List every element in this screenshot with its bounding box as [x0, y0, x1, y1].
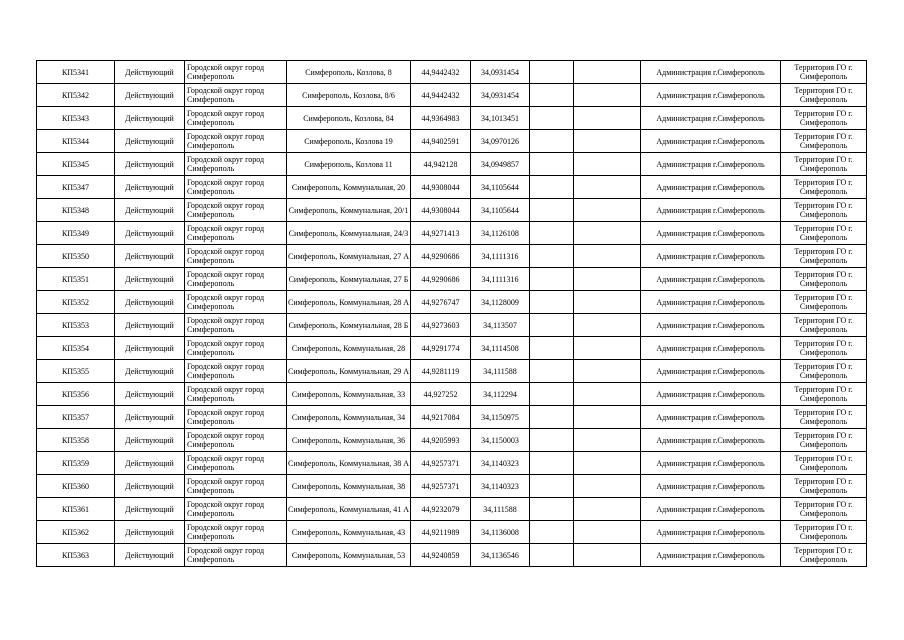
empty-cell-b-cell [574, 429, 641, 452]
empty-cell-b-cell [574, 314, 641, 337]
region-cell: Городской округ город Симферополь [185, 153, 287, 176]
region-cell: Городской округ город Симферополь [185, 130, 287, 153]
empty-cell-b-cell [574, 337, 641, 360]
latitude-cell: 44,9257371 [411, 452, 471, 475]
latitude-cell: 44,9240859 [411, 544, 471, 567]
region-cell: Городской округ город Симферополь [185, 222, 287, 245]
empty-cell-a-cell [530, 314, 574, 337]
administration-cell: Администрация г.Симферополь [641, 337, 781, 360]
table-row [37, 176, 867, 199]
point-code-cell: КП5354 [37, 337, 115, 360]
address-cell: Симферополь, Коммунальная, 29 А [287, 360, 411, 383]
empty-cell-a-cell [530, 475, 574, 498]
longitude-cell: 34,0931454 [471, 61, 530, 84]
empty-cell-a-cell [530, 383, 574, 406]
region-cell: Городской округ город Симферополь [185, 176, 287, 199]
point-code-cell: КП5359 [37, 452, 115, 475]
empty-cell-b-cell [574, 498, 641, 521]
territory-cell: Территория ГО г. Симферополь [781, 199, 867, 222]
region-cell: Городской округ город Симферополь [185, 84, 287, 107]
administration-cell: Администрация г.Симферополь [641, 521, 781, 544]
status-cell: Действующий [115, 337, 185, 360]
longitude-cell: 34,113507 [471, 314, 530, 337]
point-code-cell: КП5352 [37, 291, 115, 314]
administration-cell: Администрация г.Симферополь [641, 130, 781, 153]
longitude-cell: 34,1111316 [471, 245, 530, 268]
territory-cell: Территория ГО г. Симферополь [781, 153, 867, 176]
address-cell: Симферополь, Козлова 11 [287, 153, 411, 176]
status-cell: Действующий [115, 107, 185, 130]
status-cell: Действующий [115, 383, 185, 406]
latitude-cell: 44,9211989 [411, 521, 471, 544]
empty-cell-b-cell [574, 406, 641, 429]
region-cell: Городской округ город Симферополь [185, 268, 287, 291]
territory-cell: Территория ГО г. Симферополь [781, 475, 867, 498]
point-code-cell: КП5350 [37, 245, 115, 268]
address-cell: Симферополь, Коммунальная, 20/1 [287, 199, 411, 222]
table-row [37, 521, 867, 544]
address-cell: Симферополь, Коммунальная, 43 [287, 521, 411, 544]
latitude-cell: 44,927252 [411, 383, 471, 406]
territory-cell: Территория ГО г. Симферополь [781, 383, 867, 406]
empty-cell-b-cell [574, 84, 641, 107]
region-cell: Городской округ город Симферополь [185, 245, 287, 268]
status-cell: Действующий [115, 406, 185, 429]
latitude-cell: 44,9290686 [411, 245, 471, 268]
empty-cell-a-cell [530, 61, 574, 84]
longitude-cell: 34,1013451 [471, 107, 530, 130]
empty-cell-b-cell [574, 222, 641, 245]
status-cell: Действующий [115, 84, 185, 107]
longitude-cell: 34,1105644 [471, 176, 530, 199]
status-cell: Действующий [115, 544, 185, 567]
point-code-cell: КП5355 [37, 360, 115, 383]
administration-cell: Администрация г.Симферополь [641, 153, 781, 176]
empty-cell-a-cell [530, 245, 574, 268]
table-row [37, 498, 867, 521]
territory-cell: Территория ГО г. Симферополь [781, 337, 867, 360]
administration-cell: Администрация г.Симферополь [641, 222, 781, 245]
empty-cell-b-cell [574, 61, 641, 84]
table-row [37, 337, 867, 360]
region-cell: Городской округ город Симферополь [185, 61, 287, 84]
address-cell: Симферополь, Козлова, 8/6 [287, 84, 411, 107]
table-row [37, 314, 867, 337]
status-cell: Действующий [115, 245, 185, 268]
address-cell: Симферополь, Коммунальная, 28 Б [287, 314, 411, 337]
point-code-cell: КП5345 [37, 153, 115, 176]
status-cell: Действующий [115, 176, 185, 199]
point-code-cell: КП5358 [37, 429, 115, 452]
latitude-cell: 44,9442432 [411, 61, 471, 84]
longitude-cell: 34,0949857 [471, 153, 530, 176]
table-row [37, 61, 867, 84]
administration-cell: Администрация г.Симферополь [641, 360, 781, 383]
administration-cell: Администрация г.Симферополь [641, 383, 781, 406]
table-row [37, 268, 867, 291]
empty-cell-b-cell [574, 521, 641, 544]
territory-cell: Территория ГО г. Симферополь [781, 268, 867, 291]
empty-cell-a-cell [530, 107, 574, 130]
empty-cell-a-cell [530, 498, 574, 521]
latitude-cell: 44,942128 [411, 153, 471, 176]
administration-cell: Администрация г.Симферополь [641, 199, 781, 222]
status-cell: Действующий [115, 452, 185, 475]
administration-cell: Администрация г.Симферополь [641, 406, 781, 429]
table-row [37, 153, 867, 176]
longitude-cell: 34,112294 [471, 383, 530, 406]
address-cell: Симферополь, Коммунальная, 34 [287, 406, 411, 429]
empty-cell-a-cell [530, 452, 574, 475]
region-cell: Городской округ город Симферополь [185, 291, 287, 314]
empty-cell-a-cell [530, 337, 574, 360]
status-cell: Действующий [115, 360, 185, 383]
region-cell: Городской округ город Симферополь [185, 314, 287, 337]
region-cell: Городской округ город Симферополь [185, 452, 287, 475]
empty-cell-b-cell [574, 176, 641, 199]
region-cell: Городской округ город Симферополь [185, 498, 287, 521]
administration-cell: Администрация г.Симферополь [641, 498, 781, 521]
status-cell: Действующий [115, 498, 185, 521]
table-row [37, 107, 867, 130]
latitude-cell: 44,9273603 [411, 314, 471, 337]
table-row [37, 222, 867, 245]
latitude-cell: 44,9232079 [411, 498, 471, 521]
address-cell: Симферополь, Козлова 19 [287, 130, 411, 153]
table-row [37, 130, 867, 153]
longitude-cell: 34,1136546 [471, 544, 530, 567]
empty-cell-a-cell [530, 544, 574, 567]
territory-cell: Территория ГО г. Симферополь [781, 452, 867, 475]
table-row [37, 452, 867, 475]
point-code-cell: КП5351 [37, 268, 115, 291]
table-row [37, 429, 867, 452]
point-code-cell: КП5347 [37, 176, 115, 199]
longitude-cell: 34,1128009 [471, 291, 530, 314]
address-cell: Симферополь, Козлова, 8 [287, 61, 411, 84]
territory-cell: Территория ГО г. Симферополь [781, 84, 867, 107]
address-cell: Симферополь, Коммунальная, 41 А [287, 498, 411, 521]
table-row [37, 406, 867, 429]
address-cell: Симферополь, Коммунальная, 28 [287, 337, 411, 360]
address-cell: Симферополь, Коммунальная, 28 А [287, 291, 411, 314]
empty-cell-a-cell [530, 153, 574, 176]
territory-cell: Территория ГО г. Симферополь [781, 360, 867, 383]
empty-cell-b-cell [574, 452, 641, 475]
latitude-cell: 44,9308044 [411, 199, 471, 222]
region-cell: Городской округ город Симферополь [185, 475, 287, 498]
table-row [37, 544, 867, 567]
empty-cell-b-cell [574, 360, 641, 383]
empty-cell-b-cell [574, 268, 641, 291]
territory-cell: Территория ГО г. Симферополь [781, 107, 867, 130]
point-code-cell: КП5348 [37, 199, 115, 222]
empty-cell-a-cell [530, 429, 574, 452]
empty-cell-b-cell [574, 153, 641, 176]
administration-cell: Администрация г.Симферополь [641, 245, 781, 268]
address-cell: Симферополь, Коммунальная, 38 [287, 475, 411, 498]
territory-cell: Территория ГО г. Симферополь [781, 130, 867, 153]
table-row [37, 475, 867, 498]
latitude-cell: 44,9271413 [411, 222, 471, 245]
administration-cell: Администрация г.Симферополь [641, 176, 781, 199]
administration-cell: Администрация г.Симферополь [641, 429, 781, 452]
status-cell: Действующий [115, 314, 185, 337]
region-cell: Городской округ город Симферополь [185, 360, 287, 383]
longitude-cell: 34,1114508 [471, 337, 530, 360]
empty-cell-a-cell [530, 360, 574, 383]
point-code-cell: КП5363 [37, 544, 115, 567]
empty-cell-b-cell [574, 383, 641, 406]
longitude-cell: 34,0931454 [471, 84, 530, 107]
point-code-cell: КП5362 [37, 521, 115, 544]
status-cell: Действующий [115, 61, 185, 84]
table-row [37, 360, 867, 383]
longitude-cell: 34,1140323 [471, 452, 530, 475]
territory-cell: Территория ГО г. Симферополь [781, 314, 867, 337]
territory-cell: Территория ГО г. Симферополь [781, 498, 867, 521]
territory-cell: Территория ГО г. Симферополь [781, 61, 867, 84]
region-cell: Городской округ город Симферополь [185, 429, 287, 452]
point-code-cell: КП5344 [37, 130, 115, 153]
address-cell: Симферополь, Коммунальная, 53 [287, 544, 411, 567]
longitude-cell: 34,0970126 [471, 130, 530, 153]
latitude-cell: 44,9308044 [411, 176, 471, 199]
administration-cell: Администрация г.Симферополь [641, 268, 781, 291]
territory-cell: Территория ГО г. Симферополь [781, 176, 867, 199]
empty-cell-a-cell [530, 130, 574, 153]
latitude-cell: 44,9402591 [411, 130, 471, 153]
address-cell: Симферополь, Козлова, 84 [287, 107, 411, 130]
longitude-cell: 34,111588 [471, 360, 530, 383]
empty-cell-a-cell [530, 291, 574, 314]
point-code-cell: КП5357 [37, 406, 115, 429]
address-cell: Симферополь, Коммунальная, 27 Б [287, 268, 411, 291]
point-code-cell: КП5342 [37, 84, 115, 107]
empty-cell-a-cell [530, 268, 574, 291]
administration-cell: Администрация г.Симферополь [641, 61, 781, 84]
longitude-cell: 34,111588 [471, 498, 530, 521]
administration-cell: Администрация г.Симферополь [641, 314, 781, 337]
address-cell: Симферополь, Коммунальная, 38 А [287, 452, 411, 475]
territory-cell: Территория ГО г. Симферополь [781, 291, 867, 314]
administration-cell: Администрация г.Симферополь [641, 291, 781, 314]
address-cell: Симферополь, Коммунальная, 33 [287, 383, 411, 406]
region-cell: Городской округ город Симферополь [185, 544, 287, 567]
status-cell: Действующий [115, 521, 185, 544]
territory-cell: Территория ГО г. Симферополь [781, 429, 867, 452]
administration-cell: Администрация г.Симферополь [641, 107, 781, 130]
empty-cell-b-cell [574, 245, 641, 268]
territory-cell: Территория ГО г. Симферополь [781, 222, 867, 245]
latitude-cell: 44,9257371 [411, 475, 471, 498]
empty-cell-b-cell [574, 291, 641, 314]
administration-cell: Администрация г.Симферополь [641, 544, 781, 567]
longitude-cell: 34,1150975 [471, 406, 530, 429]
region-cell: Городской округ город Симферополь [185, 406, 287, 429]
latitude-cell: 44,9364983 [411, 107, 471, 130]
region-cell: Городской округ город Симферополь [185, 107, 287, 130]
table-row [37, 291, 867, 314]
collection-points-table [36, 60, 867, 567]
empty-cell-b-cell [574, 107, 641, 130]
territory-cell: Территория ГО г. Симферополь [781, 544, 867, 567]
latitude-cell: 44,9281119 [411, 360, 471, 383]
address-cell: Симферополь, Коммунальная, 27 А [287, 245, 411, 268]
empty-cell-a-cell [530, 406, 574, 429]
latitude-cell: 44,9442432 [411, 84, 471, 107]
longitude-cell: 34,1150003 [471, 429, 530, 452]
address-cell: Симферополь, Коммунальная, 20 [287, 176, 411, 199]
table-row [37, 199, 867, 222]
point-code-cell: КП5343 [37, 107, 115, 130]
status-cell: Действующий [115, 291, 185, 314]
status-cell: Действующий [115, 222, 185, 245]
territory-cell: Территория ГО г. Симферополь [781, 406, 867, 429]
status-cell: Действующий [115, 475, 185, 498]
point-code-cell: КП5349 [37, 222, 115, 245]
longitude-cell: 34,1105644 [471, 199, 530, 222]
longitude-cell: 34,1111316 [471, 268, 530, 291]
territory-cell: Территория ГО г. Симферополь [781, 521, 867, 544]
empty-cell-a-cell [530, 222, 574, 245]
region-cell: Городской округ город Симферополь [185, 199, 287, 222]
table-row [37, 245, 867, 268]
table-row [37, 84, 867, 107]
latitude-cell: 44,9217084 [411, 406, 471, 429]
status-cell: Действующий [115, 268, 185, 291]
status-cell: Действующий [115, 153, 185, 176]
territory-cell: Территория ГО г. Симферополь [781, 245, 867, 268]
point-code-cell: КП5361 [37, 498, 115, 521]
region-cell: Городской округ город Симферополь [185, 337, 287, 360]
address-cell: Симферополь, Коммунальная, 24/3 [287, 222, 411, 245]
point-code-cell: КП5341 [37, 61, 115, 84]
latitude-cell: 44,9290686 [411, 268, 471, 291]
empty-cell-b-cell [574, 199, 641, 222]
empty-cell-a-cell [530, 521, 574, 544]
longitude-cell: 34,1126108 [471, 222, 530, 245]
status-cell: Действующий [115, 199, 185, 222]
address-cell: Симферополь, Коммунальная, 36 [287, 429, 411, 452]
region-cell: Городской округ город Симферополь [185, 521, 287, 544]
status-cell: Действующий [115, 130, 185, 153]
table-row [37, 383, 867, 406]
longitude-cell: 34,1136008 [471, 521, 530, 544]
point-code-cell: КП5360 [37, 475, 115, 498]
administration-cell: Администрация г.Симферополь [641, 452, 781, 475]
point-code-cell: КП5356 [37, 383, 115, 406]
latitude-cell: 44,9205993 [411, 429, 471, 452]
empty-cell-b-cell [574, 130, 641, 153]
status-cell: Действующий [115, 429, 185, 452]
point-code-cell: КП5353 [37, 314, 115, 337]
administration-cell: Администрация г.Симферополь [641, 475, 781, 498]
administration-cell: Администрация г.Симферополь [641, 84, 781, 107]
empty-cell-a-cell [530, 176, 574, 199]
latitude-cell: 44,9276747 [411, 291, 471, 314]
empty-cell-b-cell [574, 544, 641, 567]
longitude-cell: 34,1140323 [471, 475, 530, 498]
region-cell: Городской округ город Симферополь [185, 383, 287, 406]
latitude-cell: 44,9291774 [411, 337, 471, 360]
empty-cell-b-cell [574, 475, 641, 498]
empty-cell-a-cell [530, 199, 574, 222]
empty-cell-a-cell [530, 84, 574, 107]
